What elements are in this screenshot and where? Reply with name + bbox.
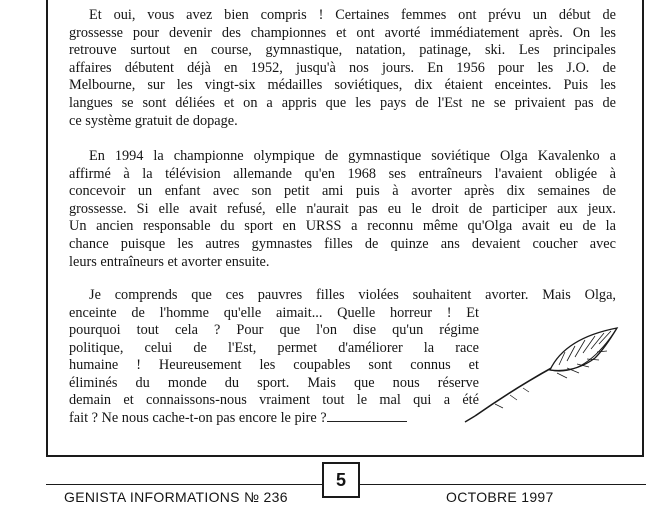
- feather-quill-icon: [455, 318, 625, 428]
- publication-title: GENISTA INFORMATIONS № 236: [64, 489, 288, 505]
- publication-date: OCTOBRE 1997: [446, 489, 554, 505]
- text-line: pourquoi tout cela ? Pour que l'on dise qu'un régime: [69, 322, 479, 338]
- text-line: affirmé à la télévision allemande qu'en 1968 ses entraîneurs l'avaient obligée à: [69, 165, 616, 182]
- text-line: Melbourne, sur les vingt-six médailles soviétiques, dix étaient enceintes. Puis les: [69, 77, 616, 94]
- footer-rule: [46, 484, 322, 485]
- text-line: leurs entraîneurs et avorter ensuite.: [69, 253, 270, 270]
- text-line: concevoir un enfant avec son petit ami puis à avorter après dix semaines de: [69, 183, 616, 200]
- text-line-with-blank: [69, 410, 479, 428]
- text-line: Un ancien responsable du sport en URSS a reconnu même qu'Olga avait eu de la: [69, 218, 616, 235]
- fill-in-blank: [327, 410, 407, 422]
- text-line: enceinte de l'homme qu'elle aimait... Quelle horreur ! Et: [69, 304, 479, 321]
- text-line: demain et connaissons-nous vraiment tout le mal qui a été: [69, 392, 479, 409]
- text-line: humaine ! Heureusement les coupables sont connus et: [69, 357, 479, 374]
- text-line: langues se sont déliées et on a appris que les pays de l'Est ne se privaient pas de: [69, 94, 616, 111]
- paragraph-3-wide: [69, 287, 616, 322]
- paragraph-1: [69, 7, 616, 130]
- text-line: éliminés du monde du sport. Mais que nous réserve: [69, 374, 479, 391]
- paragraph-3-narrow: [69, 322, 479, 428]
- text-line: Et oui, vous avez bien compris ! Certaines femmes ont prévu un début de: [89, 7, 616, 23]
- text-line: grossesse pour devenir des championnes et ont avorté immédiatement après. On les: [69, 24, 616, 41]
- text-line: affaires débutent déjà en 1952, jusqu'à nos jours. En 1956 pour les J.O. de: [69, 59, 616, 76]
- paragraph-2: [69, 148, 616, 271]
- footer-rule: [360, 484, 646, 485]
- text-line: retrouve surtout en course, gymnastique, natation, patinage, ski. Les principales: [69, 42, 616, 59]
- text-line: ce système gratuit de dopage.: [69, 112, 238, 129]
- page-number: 5: [322, 462, 360, 498]
- text-line: fait ? Ne nous cache-t-on pas encore le pire ?: [69, 409, 327, 426]
- text-line: chance puisque les autres gymnastes filles de quinze ans devaient coucher avec: [69, 235, 616, 252]
- text-line: En 1994 la championne olympique de gymnastique soviétique Olga Kavalenko a: [89, 148, 616, 164]
- text-line: grossesse. Si elle avait refusé, elle n'aurait pas eu le droit de participer aux jeux.: [69, 200, 616, 217]
- text-line: Je comprends que ces pauvres filles violées souhaitent avorter. Mais Olga,: [89, 287, 616, 303]
- text-line: politique, celui de l'Est, permet d'améliorer la race: [69, 339, 479, 356]
